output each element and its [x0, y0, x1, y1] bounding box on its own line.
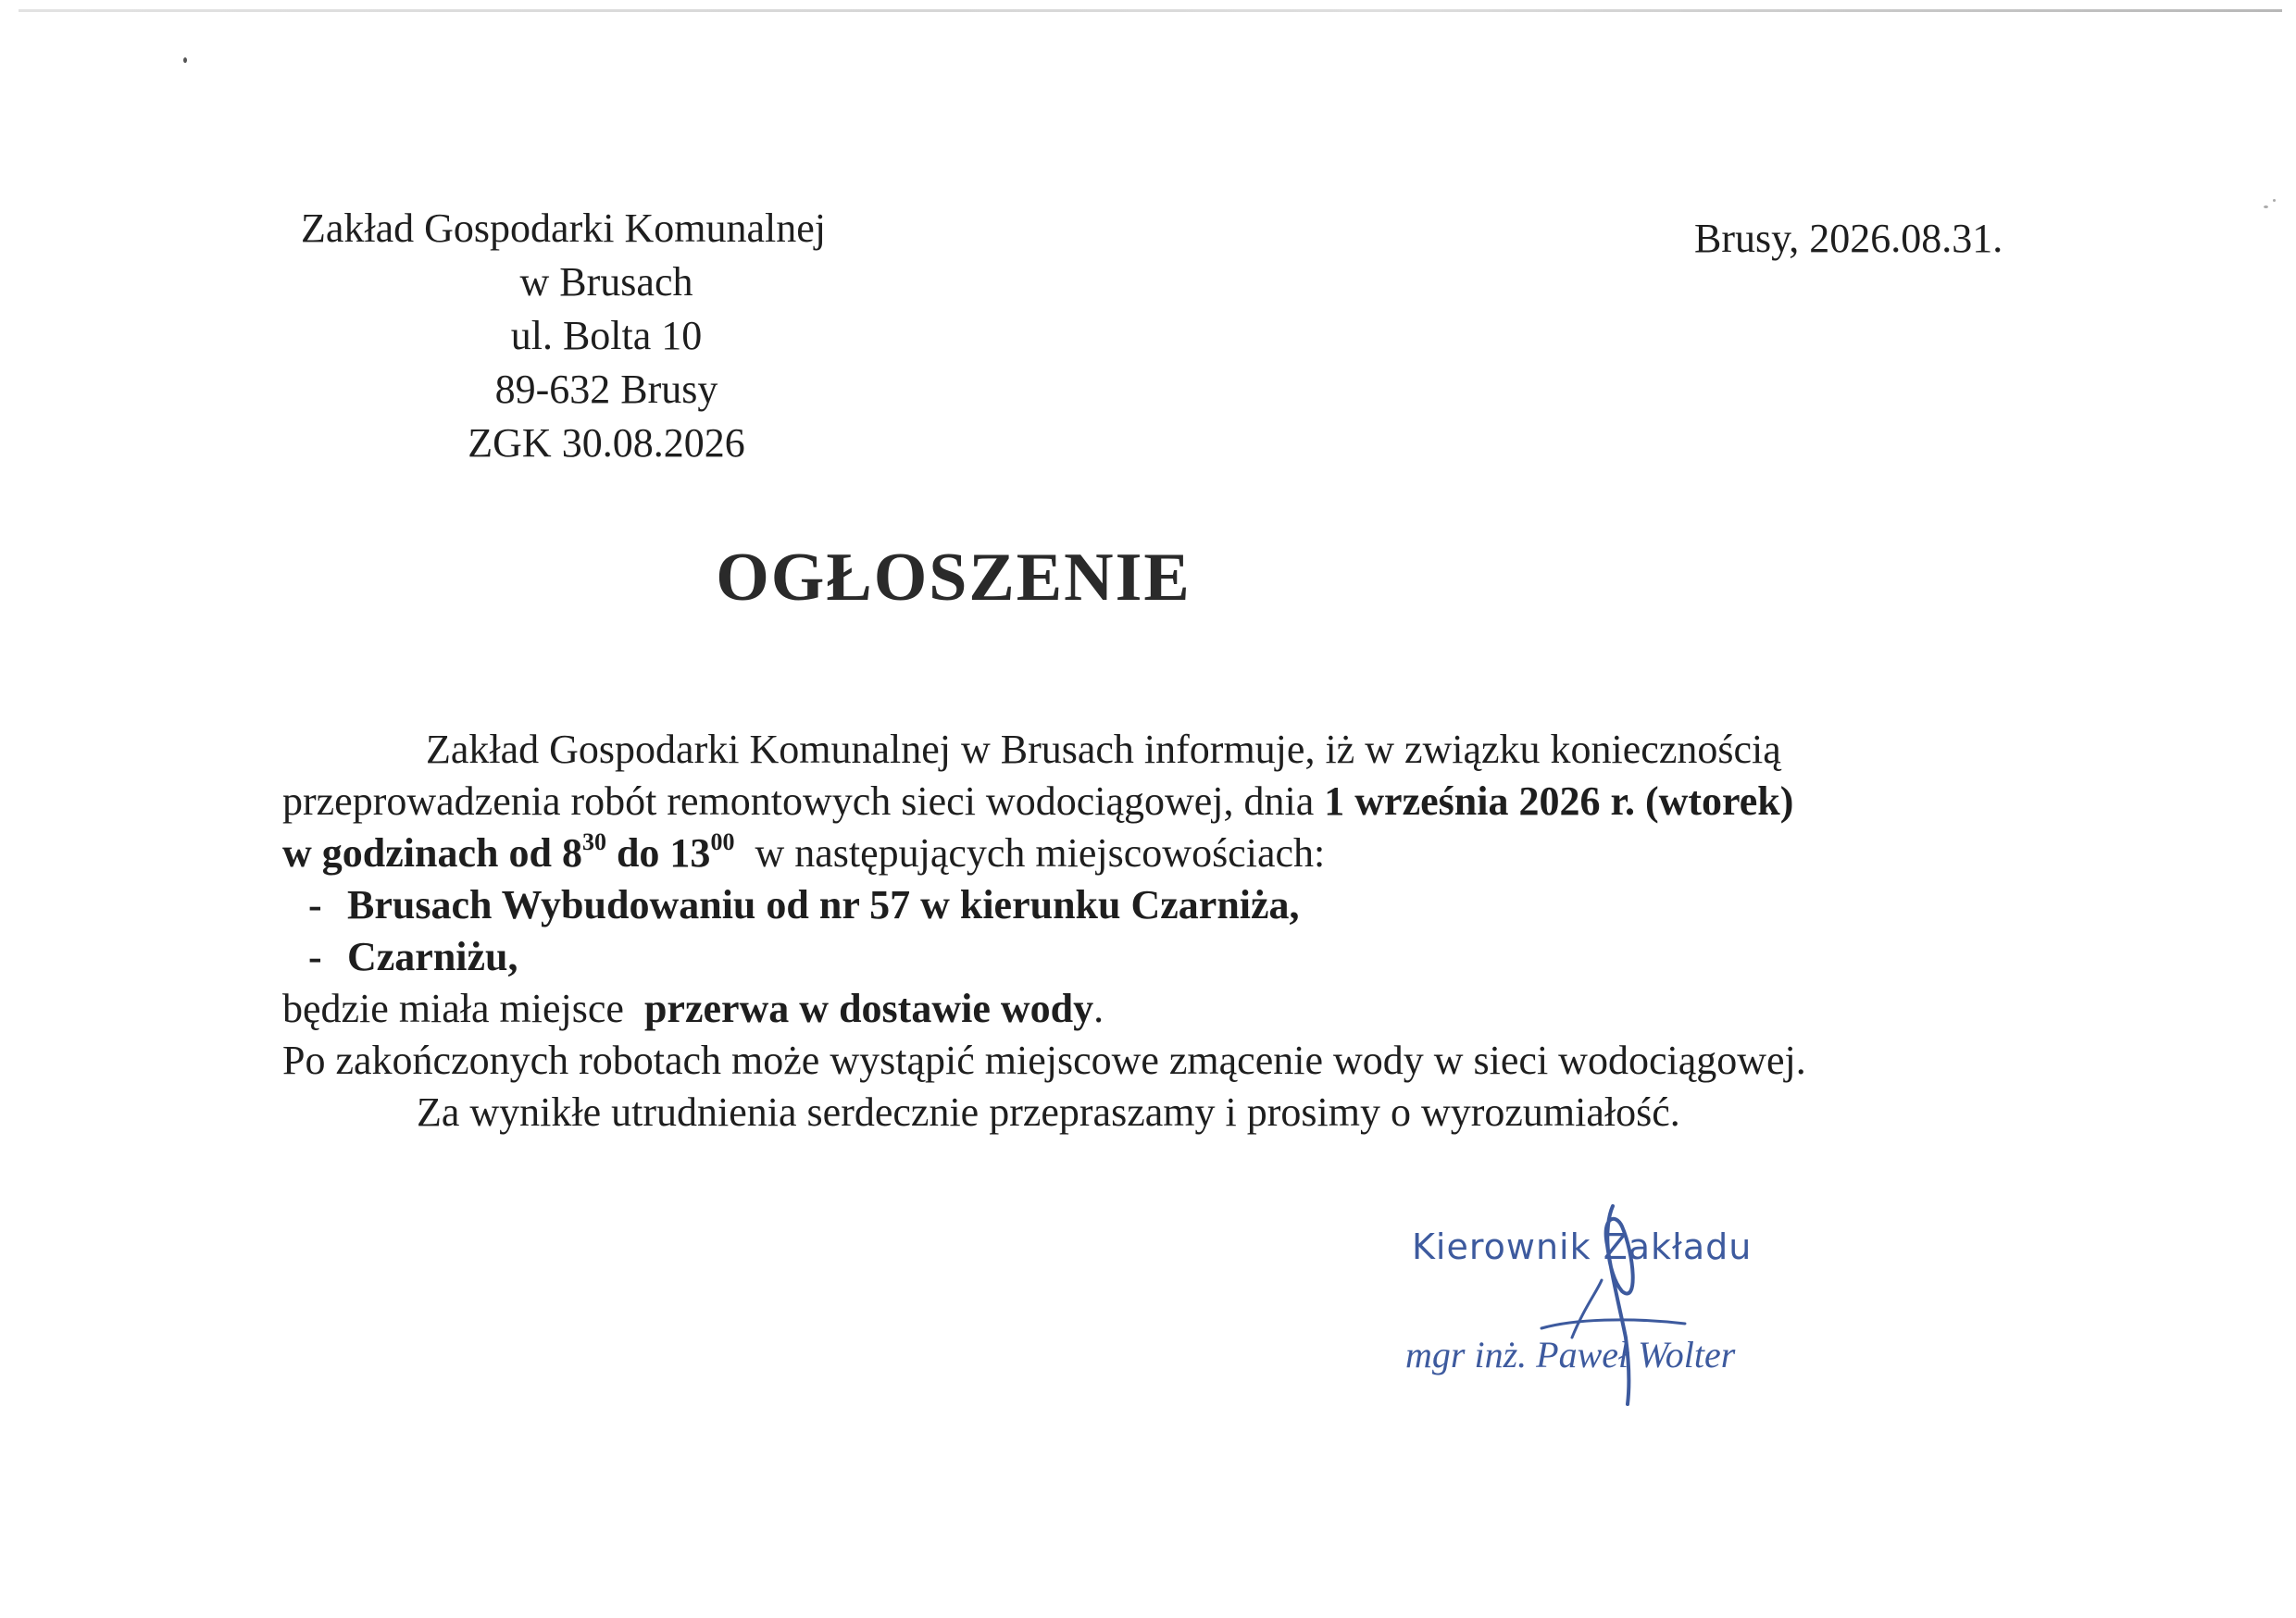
scan-edge-line: [19, 9, 2282, 12]
body-text-period: .: [1093, 986, 1104, 1031]
scan-speck: [2264, 205, 2268, 208]
scan-speck: [2273, 199, 2276, 202]
sender-postcode: 89-632 Brusy: [494, 367, 718, 412]
document-title: OGŁOSZENIE: [716, 540, 1192, 616]
body-line: Zakład Gospodarki Komunalnej w Brusach informuje, iż w związku koniecznością: [426, 727, 1781, 772]
body-line: [282, 828, 2023, 879]
hours-from-minutes: 30: [581, 828, 606, 855]
body-line: [282, 776, 2023, 828]
body-text-outage: przerwa w dostawie wody: [643, 986, 1094, 1031]
body-line: Po zakończonych robotach może wystąpić miejscowe zmącenie wody w sieci wodociągowej.: [282, 1038, 1806, 1083]
sender-town: w Brusach: [519, 259, 693, 305]
sender-organization: Zakład Gospodarki Komunalnej: [301, 205, 826, 251]
place-and-date: Brusy, 2026.08.31.: [1694, 216, 2003, 261]
body-text-hours-from: w godzinach od 8: [282, 830, 582, 876]
list-dash: -: [308, 882, 322, 927]
sender-address-block: [301, 202, 912, 470]
body-line: Za wynikłe utrudnienia serdecznie przepraszamy i prosimy o wyrozumiałość.: [417, 1089, 1680, 1135]
list-item-text: Brusach Wybudowaniu od nr 57 w kierunku Czarniża,: [347, 882, 1300, 927]
signature-title: Kierownik Zakładu: [1412, 1226, 1753, 1267]
announcement-body: [282, 724, 2023, 1139]
sender-street: ul. Bolta 10: [510, 313, 703, 358]
body-text-plain: w następujących miejscowościach:: [734, 830, 1326, 876]
body-line: [282, 983, 2023, 1035]
scan-speck: [183, 57, 187, 63]
signature-stamp: [1352, 1189, 1870, 1412]
body-text-hours-to: do 13: [605, 830, 711, 876]
list-item: [282, 931, 2023, 983]
body-text-date: 1 września 2026 r. (wtorek): [1324, 778, 1794, 824]
handwritten-signature: [1352, 1189, 1870, 1412]
hours-to-minutes: 00: [710, 828, 735, 855]
signature-name: mgr inż. Paweł Wolter: [1405, 1334, 1736, 1375]
list-item-text: Czarniżu,: [347, 934, 518, 979]
list-dash: -: [308, 934, 322, 979]
body-text-plain: będzie miała miejsce: [282, 986, 644, 1031]
body-text-plain: przeprowadzenia robót remontowych sieci wodociągowej, dnia: [282, 778, 1325, 824]
list-item: [282, 879, 2023, 931]
sender-reference: ZGK 30.08.2026: [468, 420, 745, 466]
